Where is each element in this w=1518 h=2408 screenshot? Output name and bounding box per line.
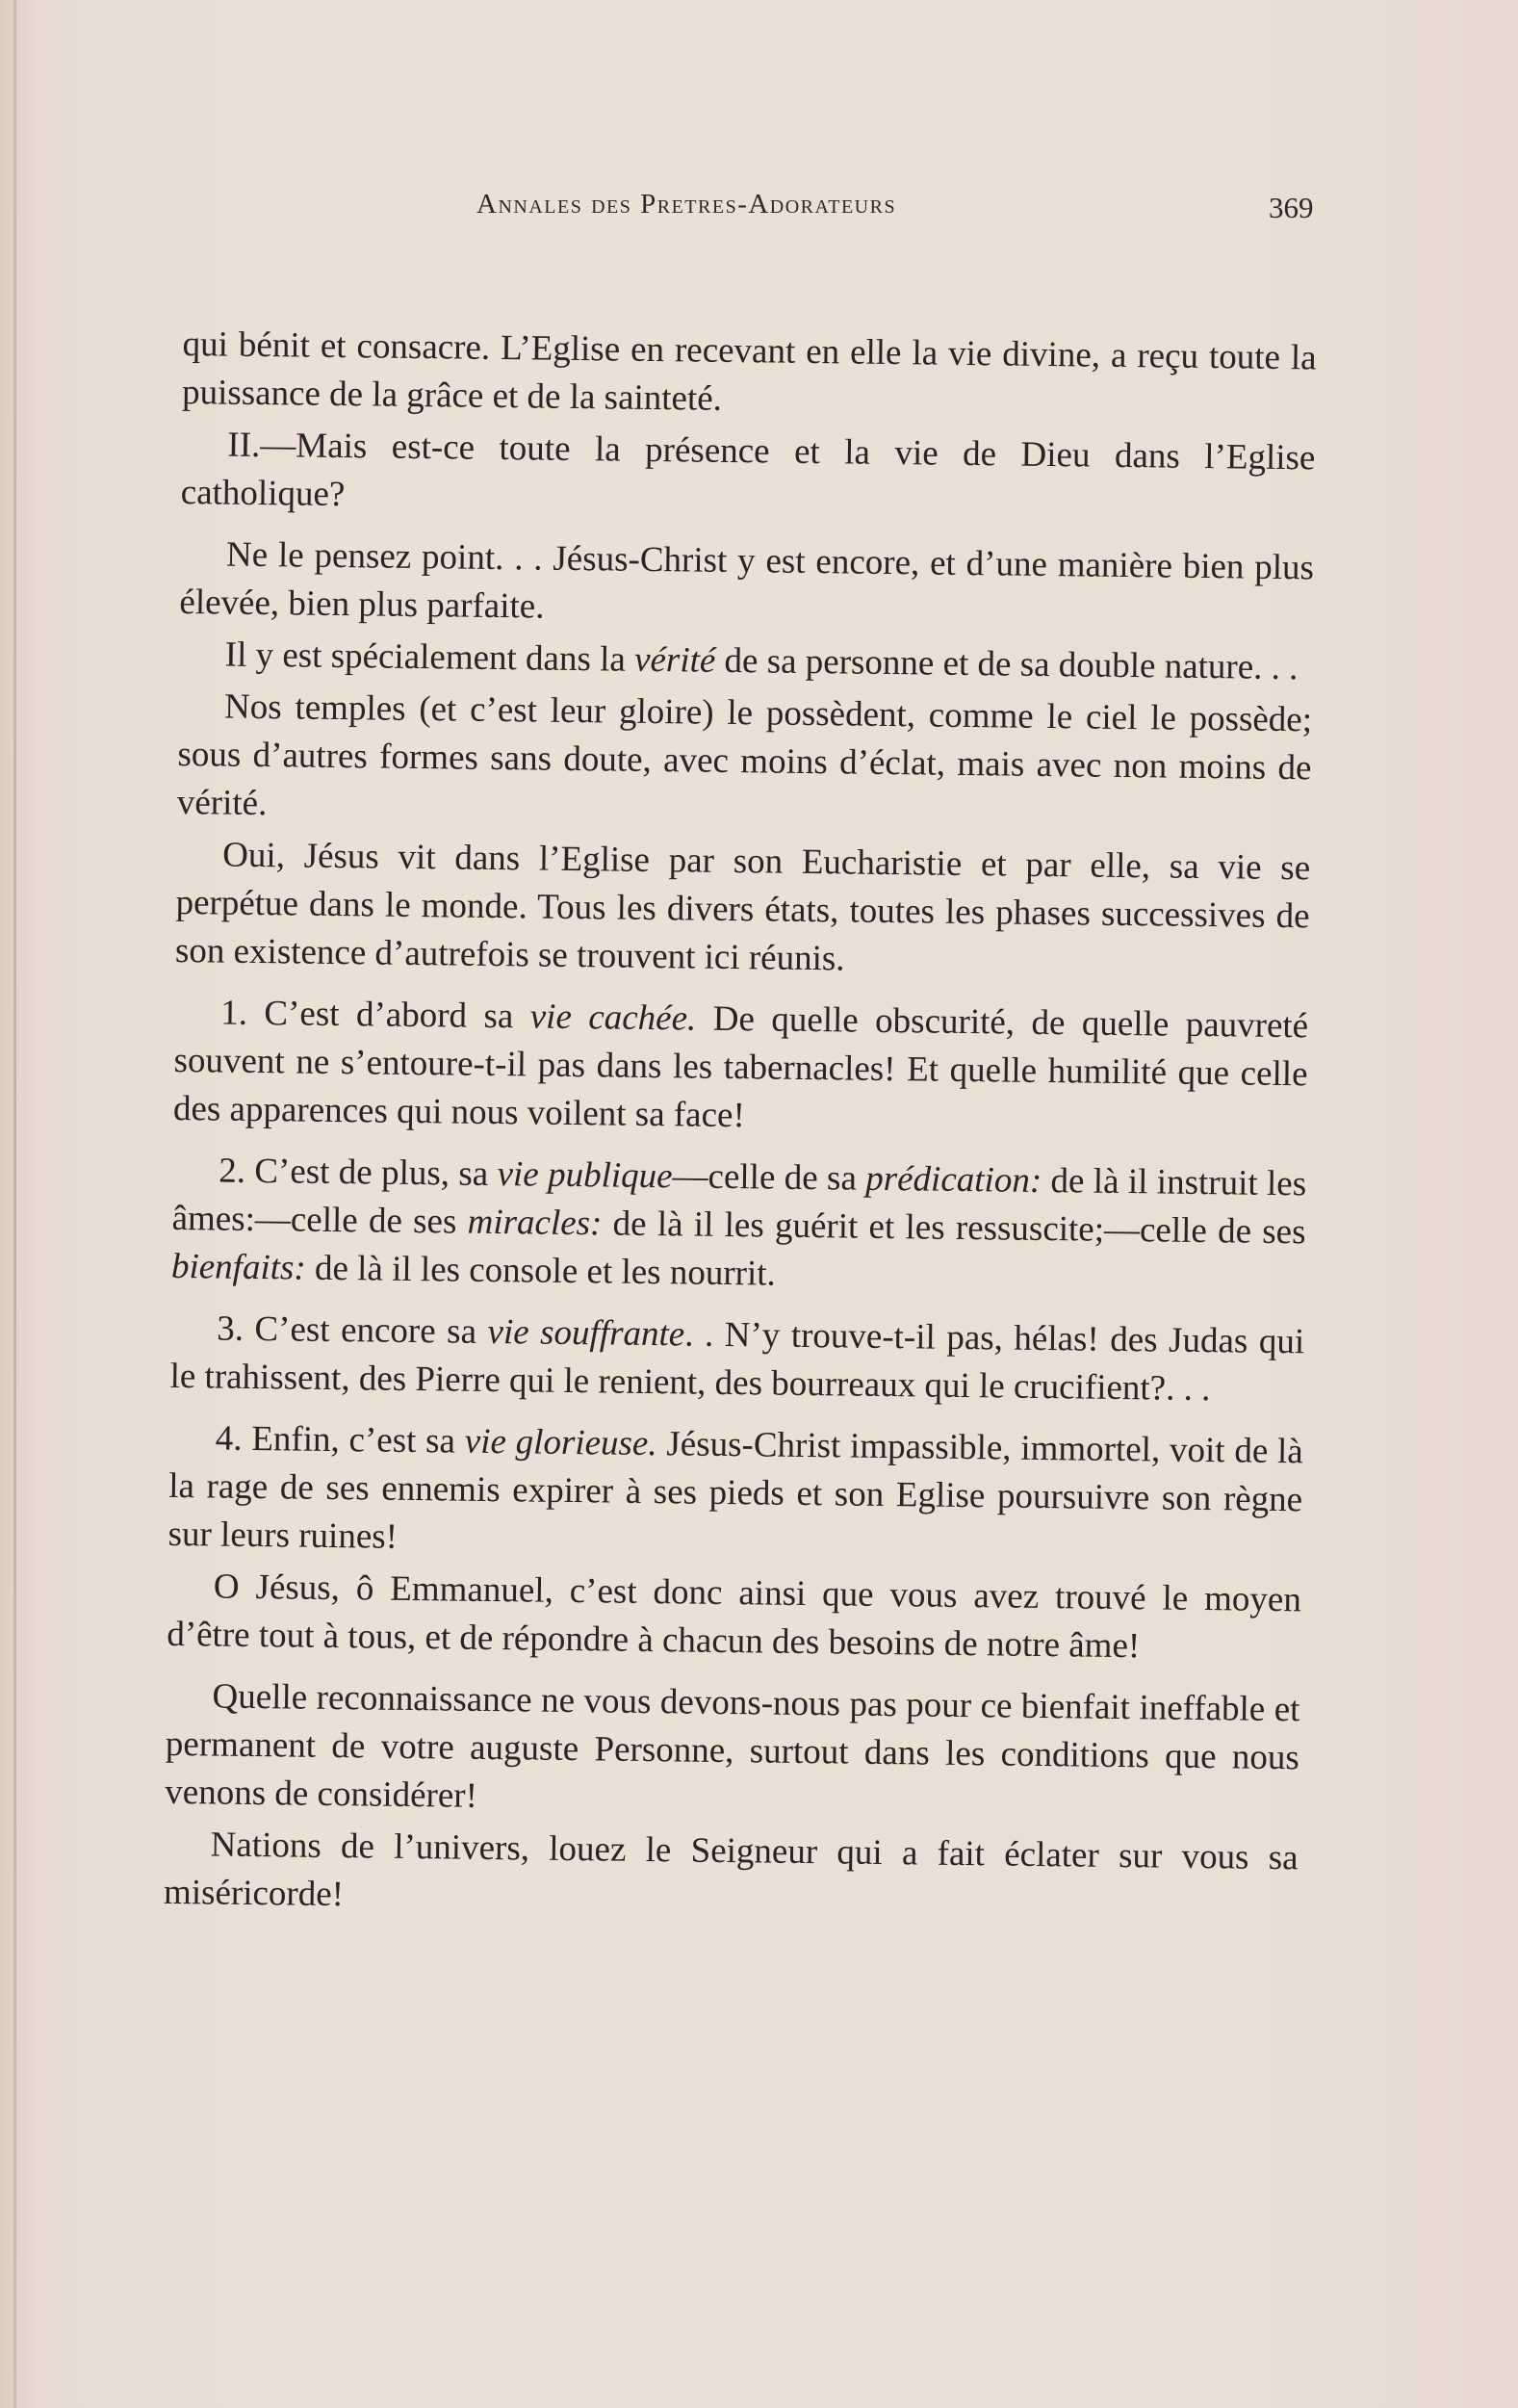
paragraph-6: Oui, Jésus vit dans l’Eglise par son Eucharistie et par elle, sa vie se perpétue dans le monde. Tous les divers états, toutes les phases successives de son existence d’autrefois se trouvent ici réunis. bbox=[174, 835, 1311, 979]
page-spine-edge bbox=[13, 0, 16, 2408]
paragraph-7-text-a: 1. C’est d’abord sa bbox=[219, 993, 531, 1037]
paragraph-5: Nos temples (et c’est leur gloire) le possèdent, comme le ciel le possède; sous d’autres formes sans doute, avec moins d’éclat, mais avec non moins de vérité. bbox=[176, 686, 1313, 824]
paragraph-7 bbox=[173, 989, 1309, 1147]
paragraph-4 bbox=[178, 631, 1313, 692]
paragraph-3: Ne le pensez point. . . Jésus-Christ y est encore, et d’une manière bien plus élevée, bien plus parfaite. bbox=[179, 534, 1315, 627]
paragraph-9 bbox=[169, 1305, 1304, 1414]
paragraph-8-italic-4: bienfaits: bbox=[170, 1246, 307, 1288]
paragraph-8 bbox=[171, 1147, 1307, 1305]
paragraph-10-text-a: 4. Enfin, c’est sa bbox=[215, 1418, 466, 1462]
paragraph-8-text-b: —celle de sa bbox=[672, 1156, 866, 1199]
body-text bbox=[164, 321, 1317, 1934]
running-head: Annales des Pretres-Adorateurs bbox=[476, 189, 897, 220]
paragraph-9-text-a: 3. C’est encore sa bbox=[216, 1308, 488, 1352]
paragraph-8-text-e: de là il les console et les nourrit. bbox=[305, 1248, 777, 1294]
paragraph-2: II.—Mais est-ce toute la présence et la vie de Dieu dans l’Eglise catholique? bbox=[180, 425, 1316, 515]
paragraph-8-italic-1: vie publique bbox=[497, 1154, 673, 1197]
paragraph-4-text-a: Il y est spécialement dans la bbox=[224, 634, 635, 680]
paragraph-11: O Jésus, ô Emmanuel, c’est donc ainsi que vous avez trouvé le moyen d’être tout à tous, et de répondre à chacun des besoins de notre âme! bbox=[167, 1566, 1302, 1667]
paragraph-8-italic-2: prédication: bbox=[865, 1158, 1042, 1201]
paragraph-8-text-d: de là il les guérit et les ressuscite;—celle de ses bbox=[602, 1204, 1306, 1253]
paragraph-4-italic: vérité bbox=[633, 639, 716, 681]
paragraph-1: qui bénit et consacre. L’Eglise en recevant en elle la vie divine, a reçu toute la puissance de la grâce et de la sainteté. bbox=[181, 324, 1317, 419]
paragraph-9-italic: vie souffrante bbox=[487, 1311, 685, 1355]
paragraph-7-text-b: De quelle obscurité, de quelle pauvreté souvent ne s’entoure-t-il pas dans les tabernacles! Et quelle humilité que celle des apparences qui nous voilent sa face! bbox=[172, 998, 1309, 1136]
page-number: 369 bbox=[1269, 191, 1314, 224]
paragraph-9-text-b: . . N’y trouve-t-il pas, hélas! des Judas qui le trahissent, des Pierre qui le renient, des bourreaux qui le crucifient?. . . bbox=[169, 1314, 1305, 1410]
paragraph-10 bbox=[167, 1414, 1303, 1572]
paragraph-13: Nations de l’univers, louez le Seigneur qui a fait éclater sur vous sa miséricorde! bbox=[163, 1825, 1299, 1915]
paragraph-12: Quelle reconnaissance ne vous devons-nous pas pour ce bienfait ineffable et permanent de votre auguste Personne, surtout dans les conditions que nous venons de considérer! bbox=[165, 1676, 1300, 1816]
paragraph-8-text-c: de là il instruit les âmes:—celle de ses bbox=[171, 1160, 1307, 1242]
paragraph-8-text-a: 2. C’est de plus, sa bbox=[218, 1151, 498, 1195]
paragraph-10-text-b: Jésus-Christ impassible, immortel, voit de là la rage de ses ennemis expirer à ses pieds et son Eglise poursuivre son règne sur leurs ruines! bbox=[167, 1424, 1303, 1557]
paragraph-8-italic-3: miracles: bbox=[467, 1202, 603, 1244]
paragraph-4-text-b: de sa personne et de sa double nature. . . bbox=[715, 640, 1299, 688]
paragraph-10-italic: vie glorieuse. bbox=[464, 1421, 657, 1464]
paragraph-7-italic: vie cachée. bbox=[529, 997, 697, 1039]
